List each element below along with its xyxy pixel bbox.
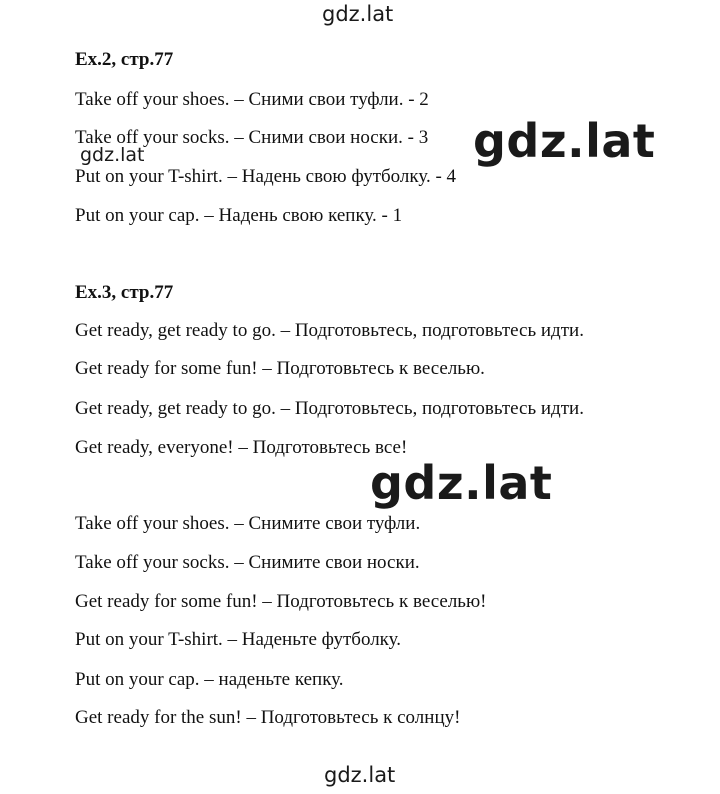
- ex2-line-3: Put on your T-shirt. – Надень свою футболку. - 4: [75, 166, 457, 187]
- watermark-large-2: gdz.lat: [370, 456, 553, 510]
- ex3-line-7: Get ready for some fun! – Подготовьтесь к веселью!: [75, 591, 487, 612]
- ex2-line-2: Take off your socks. – Сними свои носки. - 3: [75, 127, 429, 148]
- ex3-line-4: Get ready, everyone! – Подготовьтесь все!: [75, 437, 408, 458]
- ex3-line-2: Get ready for some fun! – Подготовьтесь к веселью.: [75, 358, 485, 379]
- ex3-line-10: Get ready for the sun! – Подготовьтесь к солнцу!: [75, 707, 461, 728]
- ex3-line-8: Put on your T-shirt. – Наденьте футболку.: [75, 629, 401, 650]
- watermark-top: gdz.lat: [322, 2, 394, 26]
- ex3-line-5: Take off your shoes. – Снимите свои туфли.: [75, 513, 421, 534]
- watermark-bottom: gdz.lat: [324, 763, 396, 787]
- ex3-line-1: Get ready, get ready to go. – Подготовьтесь, подготовьтесь идти.: [75, 320, 584, 341]
- watermark-left: gdz.lat: [80, 144, 145, 166]
- ex3-line-6: Take off your socks. – Снимите свои носки.: [75, 552, 420, 573]
- watermark-large-1: gdz.lat: [473, 114, 656, 168]
- ex3-line-3: Get ready, get ready to go. – Подготовьтесь, подготовьтесь идти.: [75, 398, 584, 419]
- ex2-heading: Ex.2, стр.77: [75, 49, 174, 70]
- ex2-line-4: Put on your cap. – Надень свою кепку. - 1: [75, 205, 403, 226]
- ex3-line-9: Put on your cap. – наденьте кепку.: [75, 669, 344, 690]
- ex2-line-1: Take off your shoes. – Сними свои туфли. - 2: [75, 89, 429, 110]
- ex3-heading: Ex.3, стр.77: [75, 282, 174, 303]
